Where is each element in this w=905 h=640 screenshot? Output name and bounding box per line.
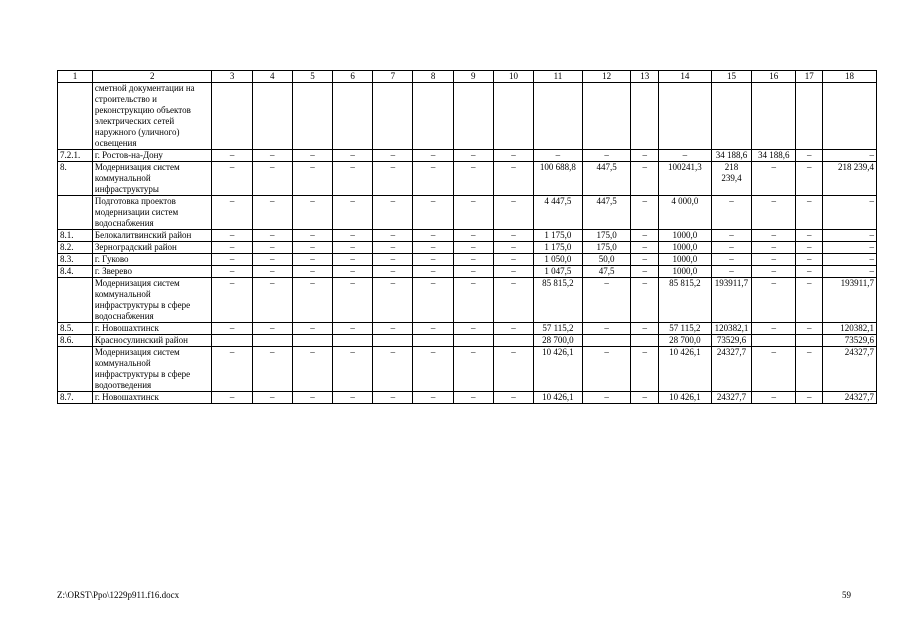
value-cell: –	[373, 392, 413, 404]
value-cell: –	[796, 347, 822, 392]
value-cell: 4 447,5	[534, 196, 583, 230]
value-cell: –	[373, 242, 413, 254]
value-cell: –	[212, 278, 252, 323]
value-cell: –	[493, 266, 533, 278]
value-cell: –	[796, 196, 822, 230]
row-number	[58, 196, 93, 230]
value-cell: 50,0	[582, 254, 631, 266]
budget-table	[57, 70, 877, 404]
value-cell: –	[796, 230, 822, 242]
value-cell: –	[631, 392, 659, 404]
header-cell: 18	[822, 71, 876, 83]
row-name: г. Новошахтинск	[92, 392, 212, 404]
value-cell: –	[292, 150, 332, 162]
value-cell: –	[796, 278, 822, 323]
value-cell: 28 700,0	[534, 335, 583, 347]
value-cell: 1000,0	[658, 254, 711, 266]
value-cell: –	[373, 278, 413, 323]
value-cell	[212, 335, 252, 347]
value-cell: –	[711, 196, 751, 230]
value-cell: –	[252, 392, 292, 404]
value-cell: –	[822, 266, 876, 278]
value-cell: –	[752, 278, 796, 323]
value-cell: –	[292, 196, 332, 230]
page-number: 59	[842, 590, 851, 600]
value-cell	[493, 335, 533, 347]
value-cell: 10 426,1	[658, 347, 711, 392]
value-cell: –	[333, 162, 373, 196]
value-cell	[252, 83, 292, 150]
value-cell	[752, 335, 796, 347]
value-cell: –	[493, 323, 533, 335]
header-cell: 1	[58, 71, 93, 83]
value-cell: 447,5	[582, 162, 631, 196]
value-cell: –	[252, 162, 292, 196]
value-cell	[413, 335, 453, 347]
value-cell	[453, 83, 493, 150]
value-cell: –	[493, 242, 533, 254]
value-cell: –	[333, 254, 373, 266]
value-cell: 1000,0	[658, 242, 711, 254]
value-cell: –	[631, 162, 659, 196]
row-number: 8.2.	[58, 242, 93, 254]
table-row	[58, 266, 877, 278]
value-cell: 10 426,1	[658, 392, 711, 404]
value-cell: 57 115,2	[534, 323, 583, 335]
value-cell: 120382,1	[822, 323, 876, 335]
value-cell: –	[333, 278, 373, 323]
value-cell: –	[453, 162, 493, 196]
row-name: г. Ростов-на-Дону	[92, 150, 212, 162]
value-cell: –	[752, 242, 796, 254]
value-cell: –	[373, 323, 413, 335]
value-cell: –	[453, 150, 493, 162]
row-number: 8.5.	[58, 323, 93, 335]
value-cell: 24327,7	[711, 347, 751, 392]
value-cell: –	[252, 230, 292, 242]
value-cell: 1 047,5	[534, 266, 583, 278]
value-cell: –	[631, 230, 659, 242]
value-cell: –	[333, 230, 373, 242]
table-row	[58, 323, 877, 335]
value-cell: –	[582, 278, 631, 323]
row-name: г. Новошахтинск	[92, 323, 212, 335]
value-cell: –	[212, 150, 252, 162]
row-name: г. Гуково	[92, 254, 212, 266]
table-row	[58, 242, 877, 254]
value-cell: –	[292, 162, 332, 196]
value-cell: –	[413, 347, 453, 392]
value-cell: –	[252, 242, 292, 254]
value-cell: –	[822, 242, 876, 254]
value-cell: –	[292, 266, 332, 278]
value-cell: –	[822, 196, 876, 230]
value-cell	[534, 83, 583, 150]
value-cell: –	[252, 150, 292, 162]
table-row	[58, 278, 877, 323]
table-row	[58, 392, 877, 404]
value-cell: –	[252, 196, 292, 230]
header-cell: 17	[796, 71, 822, 83]
value-cell: –	[212, 347, 252, 392]
value-cell: 447,5	[582, 196, 631, 230]
value-cell	[796, 83, 822, 150]
value-cell: –	[252, 347, 292, 392]
value-cell: –	[752, 230, 796, 242]
value-cell: –	[453, 392, 493, 404]
row-name: Модернизация систем коммунальной инфраструктуры в сфере водоотведения	[92, 347, 212, 392]
value-cell: –	[534, 150, 583, 162]
value-cell: –	[752, 323, 796, 335]
row-number: 8.1.	[58, 230, 93, 242]
value-cell: –	[373, 254, 413, 266]
table-row	[58, 162, 877, 196]
value-cell: –	[292, 242, 332, 254]
value-cell: –	[631, 242, 659, 254]
value-cell: –	[212, 196, 252, 230]
value-cell: –	[822, 254, 876, 266]
value-cell: 85 815,2	[534, 278, 583, 323]
value-cell	[373, 83, 413, 150]
header-row	[58, 71, 877, 83]
row-number: 7.2.1.	[58, 150, 93, 162]
value-cell: 73529,6	[822, 335, 876, 347]
row-number	[58, 278, 93, 323]
value-cell: –	[453, 254, 493, 266]
value-cell: 218 239,4	[822, 162, 876, 196]
header-cell: 2	[92, 71, 212, 83]
value-cell: 193911,7	[822, 278, 876, 323]
value-cell: –	[212, 392, 252, 404]
row-name: Модернизация систем коммунальной инфраструктуры в сфере водоснабжения	[92, 278, 212, 323]
header-cell: 11	[534, 71, 583, 83]
value-cell: –	[493, 196, 533, 230]
value-cell: –	[292, 254, 332, 266]
value-cell	[582, 335, 631, 347]
value-cell: –	[373, 347, 413, 392]
value-cell: –	[493, 347, 533, 392]
value-cell	[631, 83, 659, 150]
value-cell: –	[413, 162, 453, 196]
value-cell: –	[413, 278, 453, 323]
table-row	[58, 335, 877, 347]
value-cell: 1000,0	[658, 266, 711, 278]
value-cell: –	[493, 254, 533, 266]
value-cell: –	[212, 254, 252, 266]
header-cell: 3	[212, 71, 252, 83]
row-name: Зерноградский район	[92, 242, 212, 254]
value-cell: –	[752, 254, 796, 266]
value-cell: –	[493, 392, 533, 404]
value-cell: –	[631, 323, 659, 335]
value-cell: –	[373, 196, 413, 230]
value-cell	[493, 83, 533, 150]
value-cell: 47,5	[582, 266, 631, 278]
value-cell: 28 700,0	[658, 335, 711, 347]
value-cell: –	[453, 323, 493, 335]
value-cell: –	[212, 323, 252, 335]
value-cell: –	[413, 254, 453, 266]
value-cell: –	[252, 278, 292, 323]
value-cell: –	[252, 254, 292, 266]
value-cell: 100241,3	[658, 162, 711, 196]
row-number: 8.3.	[58, 254, 93, 266]
value-cell: –	[796, 150, 822, 162]
value-cell: 34 188,6	[711, 150, 751, 162]
value-cell: –	[413, 392, 453, 404]
value-cell	[453, 335, 493, 347]
header-cell: 12	[582, 71, 631, 83]
table-row	[58, 150, 877, 162]
header-cell: 15	[711, 71, 751, 83]
value-cell: –	[453, 266, 493, 278]
value-cell: 218 239,4	[711, 162, 751, 196]
value-cell: –	[413, 196, 453, 230]
value-cell: –	[711, 266, 751, 278]
row-number: 8.7.	[58, 392, 93, 404]
value-cell: 24327,7	[822, 347, 876, 392]
value-cell	[373, 335, 413, 347]
value-cell	[333, 335, 373, 347]
value-cell: –	[752, 162, 796, 196]
value-cell: 10 426,1	[534, 392, 583, 404]
value-cell: –	[631, 196, 659, 230]
value-cell: –	[631, 150, 659, 162]
value-cell: –	[631, 278, 659, 323]
value-cell: –	[796, 162, 822, 196]
value-cell: –	[711, 254, 751, 266]
value-cell: –	[212, 230, 252, 242]
header-cell: 14	[658, 71, 711, 83]
value-cell: –	[413, 242, 453, 254]
value-cell: –	[292, 392, 332, 404]
value-cell: 10 426,1	[534, 347, 583, 392]
value-cell: –	[711, 242, 751, 254]
row-number	[58, 83, 93, 150]
row-number: 8.6.	[58, 335, 93, 347]
value-cell: 1 175,0	[534, 242, 583, 254]
value-cell	[292, 335, 332, 347]
row-number: 8.	[58, 162, 93, 196]
value-cell: –	[582, 323, 631, 335]
header-cell: 7	[373, 71, 413, 83]
value-cell: –	[292, 323, 332, 335]
value-cell: –	[493, 150, 533, 162]
value-cell: –	[752, 266, 796, 278]
table-row	[58, 196, 877, 230]
value-cell	[752, 83, 796, 150]
value-cell: –	[212, 162, 252, 196]
value-cell: 24327,7	[822, 392, 876, 404]
value-cell: –	[631, 347, 659, 392]
value-cell: –	[212, 266, 252, 278]
table-row	[58, 83, 877, 150]
value-cell: 1000,0	[658, 230, 711, 242]
header-cell: 4	[252, 71, 292, 83]
value-cell	[333, 83, 373, 150]
value-cell: –	[292, 278, 332, 323]
value-cell: –	[631, 266, 659, 278]
value-cell: –	[413, 230, 453, 242]
value-cell: –	[582, 150, 631, 162]
value-cell: 1 050,0	[534, 254, 583, 266]
value-cell: –	[493, 278, 533, 323]
value-cell: 34 188,6	[752, 150, 796, 162]
value-cell: –	[796, 242, 822, 254]
value-cell: 85 815,2	[658, 278, 711, 323]
value-cell	[582, 83, 631, 150]
row-name: г. Зверево	[92, 266, 212, 278]
value-cell: –	[373, 150, 413, 162]
value-cell: –	[658, 150, 711, 162]
value-cell	[796, 335, 822, 347]
value-cell: –	[752, 196, 796, 230]
value-cell: 24327,7	[711, 392, 751, 404]
table-row	[58, 254, 877, 266]
value-cell: –	[453, 196, 493, 230]
value-cell	[292, 83, 332, 150]
value-cell: –	[453, 278, 493, 323]
header-cell: 13	[631, 71, 659, 83]
table-row	[58, 230, 877, 242]
value-cell: –	[212, 242, 252, 254]
value-cell: –	[333, 266, 373, 278]
value-cell: 1 175,0	[534, 230, 583, 242]
value-cell: –	[292, 347, 332, 392]
value-cell: 73529,6	[711, 335, 751, 347]
value-cell: –	[333, 392, 373, 404]
value-cell: 57 115,2	[658, 323, 711, 335]
value-cell: –	[373, 162, 413, 196]
value-cell: 193911,7	[711, 278, 751, 323]
value-cell: –	[582, 347, 631, 392]
value-cell: 175,0	[582, 230, 631, 242]
row-name: Красносулинский район	[92, 335, 212, 347]
value-cell: –	[413, 323, 453, 335]
header-cell: 16	[752, 71, 796, 83]
value-cell: –	[333, 242, 373, 254]
value-cell: –	[453, 347, 493, 392]
value-cell: –	[333, 347, 373, 392]
value-cell: –	[252, 323, 292, 335]
value-cell: –	[796, 254, 822, 266]
header-cell: 9	[453, 71, 493, 83]
value-cell: 4 000,0	[658, 196, 711, 230]
table-row	[58, 347, 877, 392]
value-cell	[631, 335, 659, 347]
value-cell	[822, 83, 876, 150]
value-cell: –	[752, 392, 796, 404]
row-name: Подготовка проектов модернизации систем водоснабжения	[92, 196, 212, 230]
value-cell: –	[582, 392, 631, 404]
value-cell	[413, 83, 453, 150]
row-number	[58, 347, 93, 392]
value-cell: –	[822, 150, 876, 162]
value-cell: –	[493, 230, 533, 242]
value-cell	[711, 83, 751, 150]
value-cell	[658, 83, 711, 150]
value-cell: –	[252, 266, 292, 278]
value-cell: 120382,1	[711, 323, 751, 335]
value-cell: –	[752, 347, 796, 392]
value-cell: –	[292, 230, 332, 242]
value-cell: –	[796, 323, 822, 335]
value-cell: –	[373, 266, 413, 278]
value-cell	[252, 335, 292, 347]
footer-file-path: Z:\ORST\Ppo\1229p911.f16.docx	[57, 590, 180, 600]
value-cell: –	[413, 266, 453, 278]
value-cell: –	[333, 323, 373, 335]
value-cell: –	[796, 392, 822, 404]
value-cell: 175,0	[582, 242, 631, 254]
value-cell: –	[373, 230, 413, 242]
value-cell: –	[453, 230, 493, 242]
value-cell: –	[796, 266, 822, 278]
value-cell: –	[711, 230, 751, 242]
value-cell: –	[822, 230, 876, 242]
value-cell: 100 688,8	[534, 162, 583, 196]
header-cell: 6	[333, 71, 373, 83]
header-cell: 5	[292, 71, 332, 83]
row-name: сметной документации на строительство и реконструкцию объектов электрических сетей наружного (уличного) освещения	[92, 83, 212, 150]
value-cell: –	[493, 162, 533, 196]
value-cell: –	[631, 254, 659, 266]
row-number: 8.4.	[58, 266, 93, 278]
header-cell: 10	[493, 71, 533, 83]
value-cell: –	[413, 150, 453, 162]
row-name: Белокалитвинский район	[92, 230, 212, 242]
value-cell: –	[453, 242, 493, 254]
value-cell: –	[333, 150, 373, 162]
header-cell: 8	[413, 71, 453, 83]
value-cell: –	[333, 196, 373, 230]
row-name: Модернизация систем коммунальной инфраструктуры	[92, 162, 212, 196]
value-cell	[212, 83, 252, 150]
